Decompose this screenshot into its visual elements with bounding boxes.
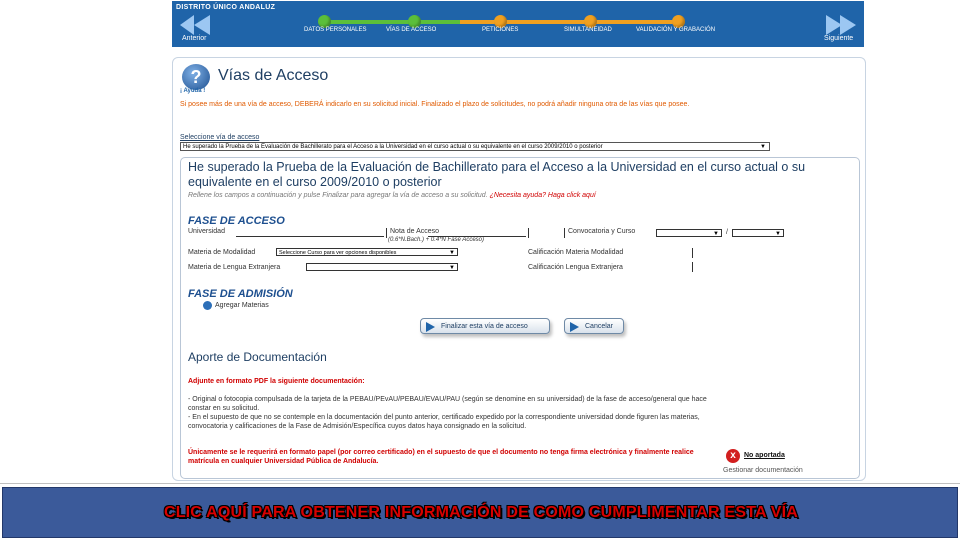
- access-route-select[interactable]: [180, 142, 770, 151]
- paper-note: Únicamente se le requerirá en formato papel (por correo certificado) en el supuesto de que el documento no tenga firma electrónica y finalmente realice matrícula en cualquier Universidad Pública de Andalucía.: [188, 449, 694, 465]
- add-icon[interactable]: [203, 301, 212, 310]
- universidad-input[interactable]: [236, 236, 384, 237]
- convocatoria-label: Convocatoria y Curso: [568, 228, 636, 235]
- help-link[interactable]: ¡ Ayuda !: [180, 88, 206, 94]
- divider: [564, 228, 565, 238]
- next-button[interactable]: Siguiente: [824, 35, 854, 42]
- documentation-item: - Original o fotocopia compulsada de la tarjeta de la PEBAU/PEvAU/PEBAU/EVAU/PAU (según se denomine en su universidad) de la fase de acceso/general que hace constar en su solicitud.: [188, 396, 707, 412]
- slash-separator: /: [726, 229, 728, 236]
- lengua-select[interactable]: [306, 263, 458, 271]
- modalidad-label: Materia de Modalidad: [188, 249, 256, 256]
- chevron-down-icon: ▼: [449, 265, 455, 271]
- instruction-text: Rellene los campos a continuación y pulse Finalizar para agregar la vía de acceso a su solicitud.: [188, 192, 488, 199]
- page-title: Vías de Acceso: [218, 67, 329, 84]
- chevron-down-icon: ▼: [760, 144, 766, 150]
- arrow-right-icon[interactable]: [822, 15, 856, 35]
- documentation-instruction: Adjunte en formato PDF la siguiente documentación:: [188, 378, 365, 385]
- document-status-link[interactable]: No aportada: [744, 452, 785, 459]
- divider: [528, 228, 529, 238]
- step-label-datos-personales: DATOS PERSONALES: [304, 27, 367, 33]
- close-icon: x: [726, 449, 740, 463]
- lengua-label: Materia de Lengua Extranjera: [188, 264, 281, 271]
- step-label-peticiones: PETICIONES: [482, 27, 519, 33]
- cancel-button-label: Cancelar: [585, 323, 614, 330]
- finish-button[interactable]: [420, 318, 550, 334]
- arrow-left-icon[interactable]: [180, 15, 214, 35]
- warning-text: Si posee más de una vía de acceso, DEBERÁ indicarlo en su solicitud inicial. Finalizado el plazo de solicitudes, no podrá añadir ninguna otra de las vías que posee.: [180, 101, 690, 108]
- option-title: He superado la Prueba de la Evaluación de Bachillerato para el Acceso a la Universidad en el curso actual o su equivalente en el curso 2009/2010 o posterior: [188, 160, 806, 189]
- step-label-vias-de-acceso: VÍAS DE ACCESO: [386, 27, 437, 33]
- modalidad-select[interactable]: [276, 248, 458, 256]
- step-label-validacion: VALIDACIÓN Y GRABACIÓN: [636, 27, 716, 33]
- manage-documentation-link[interactable]: Gestionar documentación: [723, 467, 803, 474]
- chevron-down-icon: ▼: [713, 231, 719, 237]
- calificacion-lengua-label: Calificación Lengua Extranjera: [528, 264, 623, 271]
- universidad-label: Universidad: [188, 228, 225, 235]
- info-banner[interactable]: [2, 487, 958, 538]
- documentation-title: Aporte de Documentación: [188, 350, 327, 364]
- cancel-button[interactable]: [564, 318, 624, 334]
- prev-button[interactable]: Anterior: [182, 35, 207, 42]
- nota-acceso-label: Nota de Acceso: [390, 228, 440, 235]
- play-icon: [426, 322, 435, 332]
- instruction: [188, 192, 596, 199]
- progress-pending: [460, 20, 680, 24]
- access-route-label: Seleccione vía de acceso: [180, 134, 260, 141]
- divider: [386, 228, 387, 238]
- calificacion-modalidad-label: Calificación Materia Modalidad: [528, 249, 624, 256]
- add-materias-link[interactable]: Agregar Materias: [215, 302, 269, 309]
- divider: [0, 483, 960, 486]
- convocatoria-select[interactable]: [656, 229, 722, 237]
- fase-admision-heading: FASE DE ADMISIÓN: [188, 288, 293, 300]
- help-click-link[interactable]: ¿Necesita ayuda? Haga click aquí: [489, 192, 596, 199]
- documentation-item: - En el supuesto de que no se contemple en la documentación del punto anterior, certificado expedido por la correspondiente universidad donde figuren las materias, convocatoria y calificaciones de la Fase de Admisión/Específica cuyos datos haya consignado en la solicitud.: [188, 414, 700, 430]
- curso-select[interactable]: [732, 229, 784, 237]
- play-icon: [570, 322, 579, 332]
- info-banner-text[interactable]: CLIC AQUÍ PARA OBTENER INFORMACIÓN DE COMO CUMPLIMENTAR ESTA VÍA: [163, 504, 799, 521]
- wizard-header: [172, 1, 864, 47]
- chevron-down-icon: ▼: [775, 231, 781, 237]
- help-icon[interactable]: ?: [182, 64, 210, 90]
- step-label-simultaneidad: SIMULTANEIDAD: [564, 27, 612, 33]
- calificacion-modalidad-input[interactable]: [692, 248, 693, 258]
- access-route-selected: He superado la Prueba de la Evaluación de Bachillerato para el Acceso a la Universidad en el curso actual o su equivalente en el curso 2009/2010 o posterior: [183, 144, 603, 150]
- finish-button-label: Finalizar esta vía de acceso: [441, 323, 528, 330]
- calificacion-lengua-input[interactable]: [692, 262, 693, 272]
- documentation-list: [188, 395, 708, 431]
- nota-acceso-hint: (0.6*N.Bach.) + 0.4*N Fase Acceso): [388, 237, 484, 243]
- chevron-down-icon: ▼: [449, 250, 455, 256]
- fase-acceso-heading: FASE DE ACCESO: [188, 215, 285, 227]
- progress-done: [324, 20, 460, 24]
- district-title: DISTRITO ÚNICO ANDALUZ: [176, 4, 276, 11]
- modalidad-select-value: Seleccione Curso para ver opciones disponibles: [279, 250, 397, 256]
